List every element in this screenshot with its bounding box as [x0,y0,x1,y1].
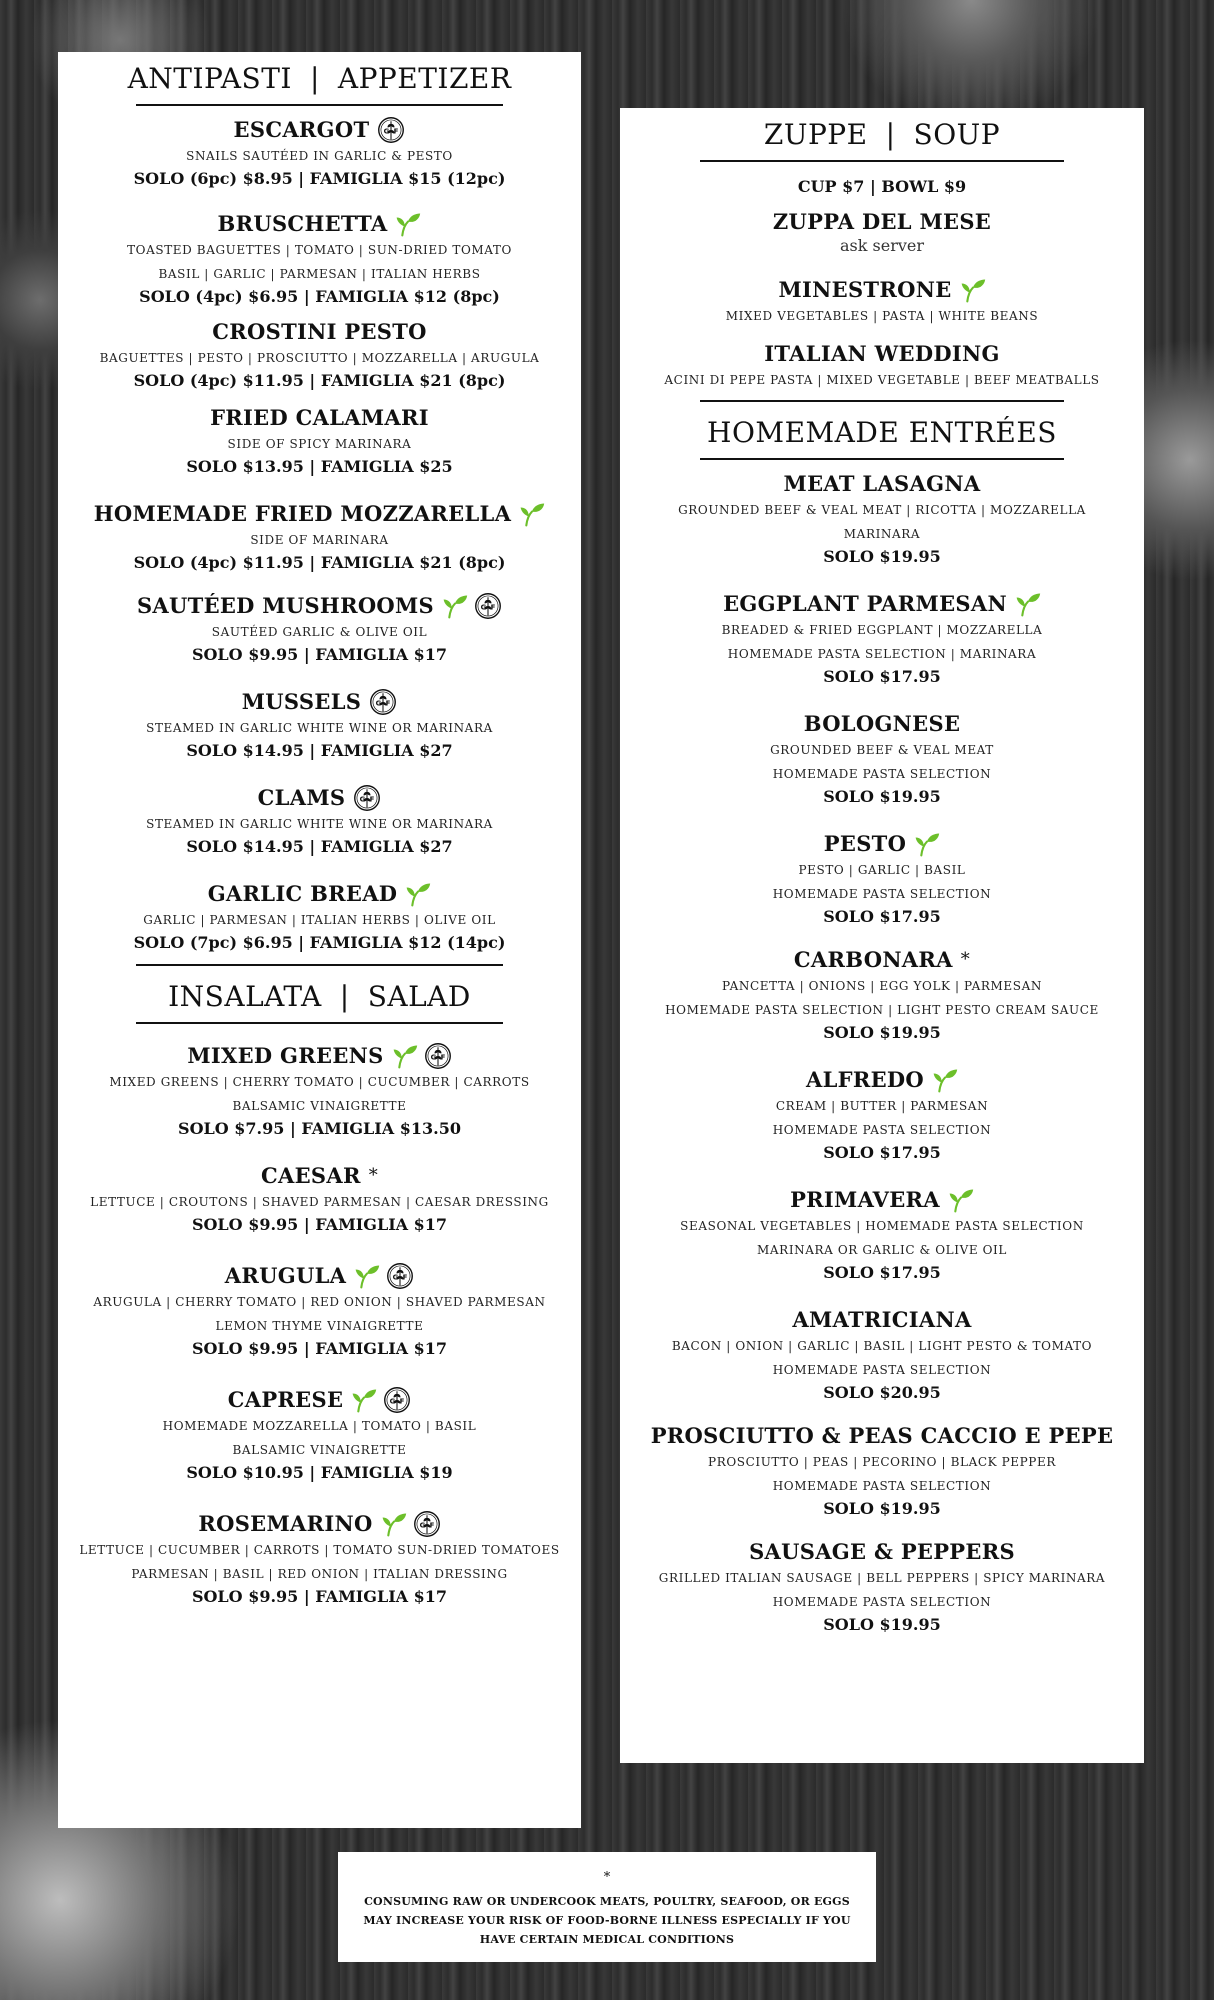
item-name: CLAMS [257,785,346,810]
vegetarian-leaf-icon [914,831,940,857]
item-price: SOLO $19.95 [823,547,941,566]
item-description: PANCETTA | ONIONS | EGG YOLK | PARMESAN [722,979,1042,993]
item-price: SOLO (4pc) $6.95 | FAMIGLIA $12 (8pc) [139,287,500,306]
item-name: ESCARGOT [233,117,370,142]
item-name: HOMEMADE FRIED MOZZARELLA [93,501,512,526]
menu-item-crostini-pesto [58,318,581,392]
menu-item-mussels [58,688,581,762]
section-title-italian: ZUPPE [763,118,868,151]
vegetarian-leaf-icon [1015,591,1041,617]
menu-item-rosemarino [58,1510,581,1608]
soup-price: CUP $7 | BOWL $9 [797,177,967,196]
item-description: SIDE OF SPICY MARINARA [227,437,412,451]
item-description: HOMEMADE PASTA SELECTION | MARINARA [727,647,1037,661]
gluten-free-icon [353,784,381,812]
menu-item-amatriciana [620,1306,1144,1404]
item-description: SNAILS SAUTÉED IN GARLIC & PESTO [186,149,453,163]
item-description: ACINI DI PEPE PASTA | MIXED VEGETABLE | BEEF MEATBALLS [664,373,1100,387]
item-name: ITALIAN WEDDING [764,341,1000,366]
item-price: SOLO (4pc) $11.95 | FAMIGLIA $21 (8pc) [133,553,506,572]
section-title-separator: | [309,62,320,95]
item-name: MEAT LASAGNA [783,471,981,496]
item-price: SOLO $14.95 | FAMIGLIA $27 [186,837,453,856]
menu-item-carbonara [620,946,1144,1044]
item-description: BREADED & FRIED EGGPLANT | MOZZARELLA [721,623,1043,637]
section-divider [136,104,503,106]
right-menu-panel [620,108,1144,1763]
item-name: ARUGULA [224,1263,347,1288]
gluten-free-icon [377,116,405,144]
item-name: CARBONARA [793,947,953,972]
item-description: MARINARA OR GARLIC & OLIVE OIL [757,1243,1007,1257]
vegetarian-leaf-icon [392,1043,418,1069]
gluten-free-icon [424,1042,452,1070]
raw-food-asterisk: * [960,949,971,970]
gluten-free-icon [383,1386,411,1414]
antipasti-section-title [58,58,581,96]
item-name: GARLIC BREAD [207,881,398,906]
item-price: SOLO $20.95 [823,1383,941,1402]
item-description: GROUNDED BEEF & VEAL MEAT [770,743,994,757]
menu-item-bruschetta [58,210,581,308]
item-description: GRILLED ITALIAN SAUSAGE | BELL PEPPERS | SPICY MARINARA [658,1571,1106,1585]
item-description: MIXED VEGETABLES | PASTA | WHITE BEANS [725,309,1039,323]
item-description: HOMEMADE PASTA SELECTION [772,1363,992,1377]
section-divider [700,400,1064,402]
warning-text: CONSUMING RAW OR UNDERCOOK MEATS, POULTRY, SEAFOOD, OR EGGS MAY INCREASE YOUR RISK OF FOOD-BORNE ILLNESS ESPECIALLY IF YOU HAVE CERTAIN MEDICAL CONDITIONS [363,1895,851,1946]
item-description: HOMEMADE PASTA SELECTION [772,1595,992,1609]
item-description: TOASTED BAGUETTES | TOMATO | SUN-DRIED TOMATO [127,243,512,257]
section-title-italian: ANTIPASTI [127,62,292,95]
item-description: GARLIC | PARMESAN | ITALIAN HERBS | OLIVE OIL [143,913,496,927]
menu-item-caprese [58,1386,581,1484]
item-description: SAUTÉED GARLIC & OLIVE OIL [211,625,428,639]
item-name: ZUPPA DEL MESE [772,209,992,234]
menu-item-italian-wedding [620,340,1144,392]
menu-item-arugula [58,1262,581,1360]
item-description: HOMEMADE MOZZARELLA | TOMATO | BASIL [162,1419,477,1433]
item-name: PROSCIUTTO & PEAS CACCIO E PEPE [650,1423,1114,1448]
left-menu-panel [58,52,581,1828]
item-description: STEAMED IN GARLIC WHITE WINE OR MARINARA [146,817,493,831]
gluten-free-icon [369,688,397,716]
item-description: GROUNDED BEEF & VEAL MEAT | RICOTTA | MOZZARELLA [678,503,1086,517]
vegetarian-leaf-icon [354,1263,380,1289]
item-name: SAUTÉED MUSHROOMS [136,593,435,618]
warning-asterisk: * [603,1870,611,1885]
menu-item-pesto [620,830,1144,928]
raw-food-asterisk: * [368,1165,379,1186]
item-description: HOMEMADE PASTA SELECTION [772,1123,992,1137]
section-divider [136,964,503,966]
section-title-separator: | [885,118,896,151]
item-description: HOMEMADE PASTA SELECTION | LIGHT PESTO CREAM SAUCE [665,1003,1099,1017]
item-price: SOLO $9.95 | FAMIGLIA $17 [191,1215,448,1234]
menu-item-minestrone [620,276,1144,328]
vegetarian-leaf-icon [405,881,431,907]
item-price: SOLO $17.95 [823,1143,941,1162]
item-description: BACON | ONION | GARLIC | BASIL | LIGHT PESTO & TOMATO [671,1339,1093,1353]
item-name: ALFREDO [805,1067,925,1092]
menu-item-fried-calamari [58,404,581,478]
gluten-free-icon [386,1262,414,1290]
vegetarian-leaf-icon [381,1511,407,1537]
item-description: BAGUETTES | PESTO | PROSCIUTTO | MOZZARELLA | ARUGULA [99,351,540,365]
item-note: ask server [839,236,924,255]
item-price: SOLO $7.95 | FAMIGLIA $13.50 [178,1119,461,1138]
menu-item-sausage-peppers [620,1538,1144,1636]
item-price: SOLO $10.95 | FAMIGLIA $19 [186,1463,453,1482]
menu-item-prosciutto-peas-caccio-e-pepe [620,1422,1144,1520]
menu-item-alfredo [620,1066,1144,1164]
item-name: MIXED GREENS [187,1043,384,1068]
menu-item-caesar [58,1162,581,1236]
item-description: LEMON THYME VINAIGRETTE [215,1319,424,1333]
item-name: CAESAR [260,1163,361,1188]
menu-item-zuppa-del-mese [620,208,1144,256]
item-description: SIDE OF MARINARA [250,533,389,547]
section-title-text: HOMEMADE ENTRÉES [707,416,1057,449]
item-description: LETTUCE | CUCUMBER | CARROTS | TOMATO SUN-DRIED TOMATOES [79,1543,560,1557]
item-price: SOLO $17.95 [823,667,941,686]
item-description: MIXED GREENS | CHERRY TOMATO | CUCUMBER | CARROTS [109,1075,530,1089]
menu-item-escargot [58,116,581,190]
item-description: STEAMED IN GARLIC WHITE WINE OR MARINARA [146,721,493,735]
menu-item-primavera [620,1186,1144,1284]
item-price: SOLO $9.95 | FAMIGLIA $17 [191,645,448,664]
item-price: SOLO $9.95 | FAMIGLIA $17 [191,1339,448,1358]
item-name: PESTO [823,831,907,856]
vegetarian-leaf-icon [948,1187,974,1213]
item-description: CREAM | BUTTER | PARMESAN [775,1099,989,1113]
item-name: CAPRESE [227,1387,344,1412]
menu-item-clams [58,784,581,858]
menu-item-sauteed-mushrooms [58,592,581,666]
item-description: HOMEMADE PASTA SELECTION [772,767,992,781]
item-name: BOLOGNESE [803,711,961,736]
item-description: BALSAMIC VINAIGRETTE [232,1443,407,1457]
item-description: HOMEMADE PASTA SELECTION [772,1479,992,1493]
item-price: SOLO $17.95 [823,1263,941,1282]
menu-item-meat-lasagna [620,470,1144,568]
insalata-section-title [58,976,581,1014]
item-name: MUSSELS [241,689,362,714]
item-price: SOLO (7pc) $6.95 | FAMIGLIA $12 (14pc) [133,933,506,952]
item-description: LETTUCE | CROUTONS | SHAVED PARMESAN | CAESAR DRESSING [90,1195,549,1209]
item-name: AMATRICIANA [792,1307,972,1332]
item-description: PARMESAN | BASIL | RED ONION | ITALIAN DRESSING [131,1567,508,1581]
gluten-free-icon [413,1510,441,1538]
item-name: PRIMAVERA [790,1187,940,1212]
item-description: MARINARA [843,527,921,541]
item-name: CROSTINI PESTO [212,319,427,344]
vegetarian-leaf-icon [960,277,986,303]
gluten-free-icon [474,592,502,620]
vegetarian-leaf-icon [351,1387,377,1413]
section-divider [700,458,1064,460]
item-name: BRUSCHETTA [217,211,388,236]
menu-item-eggplant-parmesan [620,590,1144,688]
item-name: EGGPLANT PARMESAN [723,591,1007,616]
vegetarian-leaf-icon [395,211,421,237]
raw-food-warning-note [338,1852,876,1962]
item-price: SOLO $19.95 [823,1023,941,1042]
item-price: SOLO $19.95 [823,787,941,806]
vegetarian-leaf-icon [932,1067,958,1093]
item-description: SEASONAL VEGETABLES | HOMEMADE PASTA SELECTION [680,1219,1084,1233]
item-price: SOLO (6pc) $8.95 | FAMIGLIA $15 (12pc) [133,169,506,188]
menu-item-bolognese [620,710,1144,808]
zuppe-section-title [620,114,1144,152]
vegetarian-leaf-icon [519,501,545,527]
item-description: BASIL | GARLIC | PARMESAN | ITALIAN HERBS [158,267,481,281]
section-divider [136,1022,503,1024]
section-divider [700,160,1064,162]
item-price: SOLO $9.95 | FAMIGLIA $17 [191,1587,448,1606]
menu-item-garlic-bread [58,880,581,954]
item-price: SOLO $19.95 [823,1615,941,1634]
item-description: ARUGULA | CHERRY TOMATO | RED ONION | SHAVED PARMESAN [93,1295,546,1309]
item-price: SOLO $19.95 [823,1499,941,1518]
section-title-english: SALAD [367,980,471,1013]
vegetarian-leaf-icon [442,593,468,619]
section-title-italian: INSALATA [168,980,322,1013]
item-description: HOMEMADE PASTA SELECTION [772,887,992,901]
item-description: BALSAMIC VINAIGRETTE [232,1099,407,1113]
menu-item-homemade-fried-mozzarella [58,500,581,574]
section-title-english: SOUP [913,118,1001,151]
item-description: PESTO | GARLIC | BASIL [798,863,966,877]
section-title-english: APPETIZER [337,62,512,95]
item-price: SOLO $14.95 | FAMIGLIA $27 [186,741,453,760]
item-price: SOLO (4pc) $11.95 | FAMIGLIA $21 (8pc) [133,371,506,390]
item-price: SOLO $17.95 [823,907,941,926]
item-name: MINESTRONE [778,277,952,302]
item-name: SAUSAGE & PEPPERS [749,1539,1015,1564]
item-price: SOLO $13.95 | FAMIGLIA $25 [186,457,453,476]
item-description: PROSCIUTTO | PEAS | PECORINO | BLACK PEPPER [708,1455,1056,1469]
item-name: FRIED CALAMARI [210,405,429,430]
menu-item-mixed-greens [58,1042,581,1140]
entrees-section-title [620,412,1144,450]
section-title-separator: | [339,980,350,1013]
item-name: ROSEMARINO [198,1511,373,1536]
